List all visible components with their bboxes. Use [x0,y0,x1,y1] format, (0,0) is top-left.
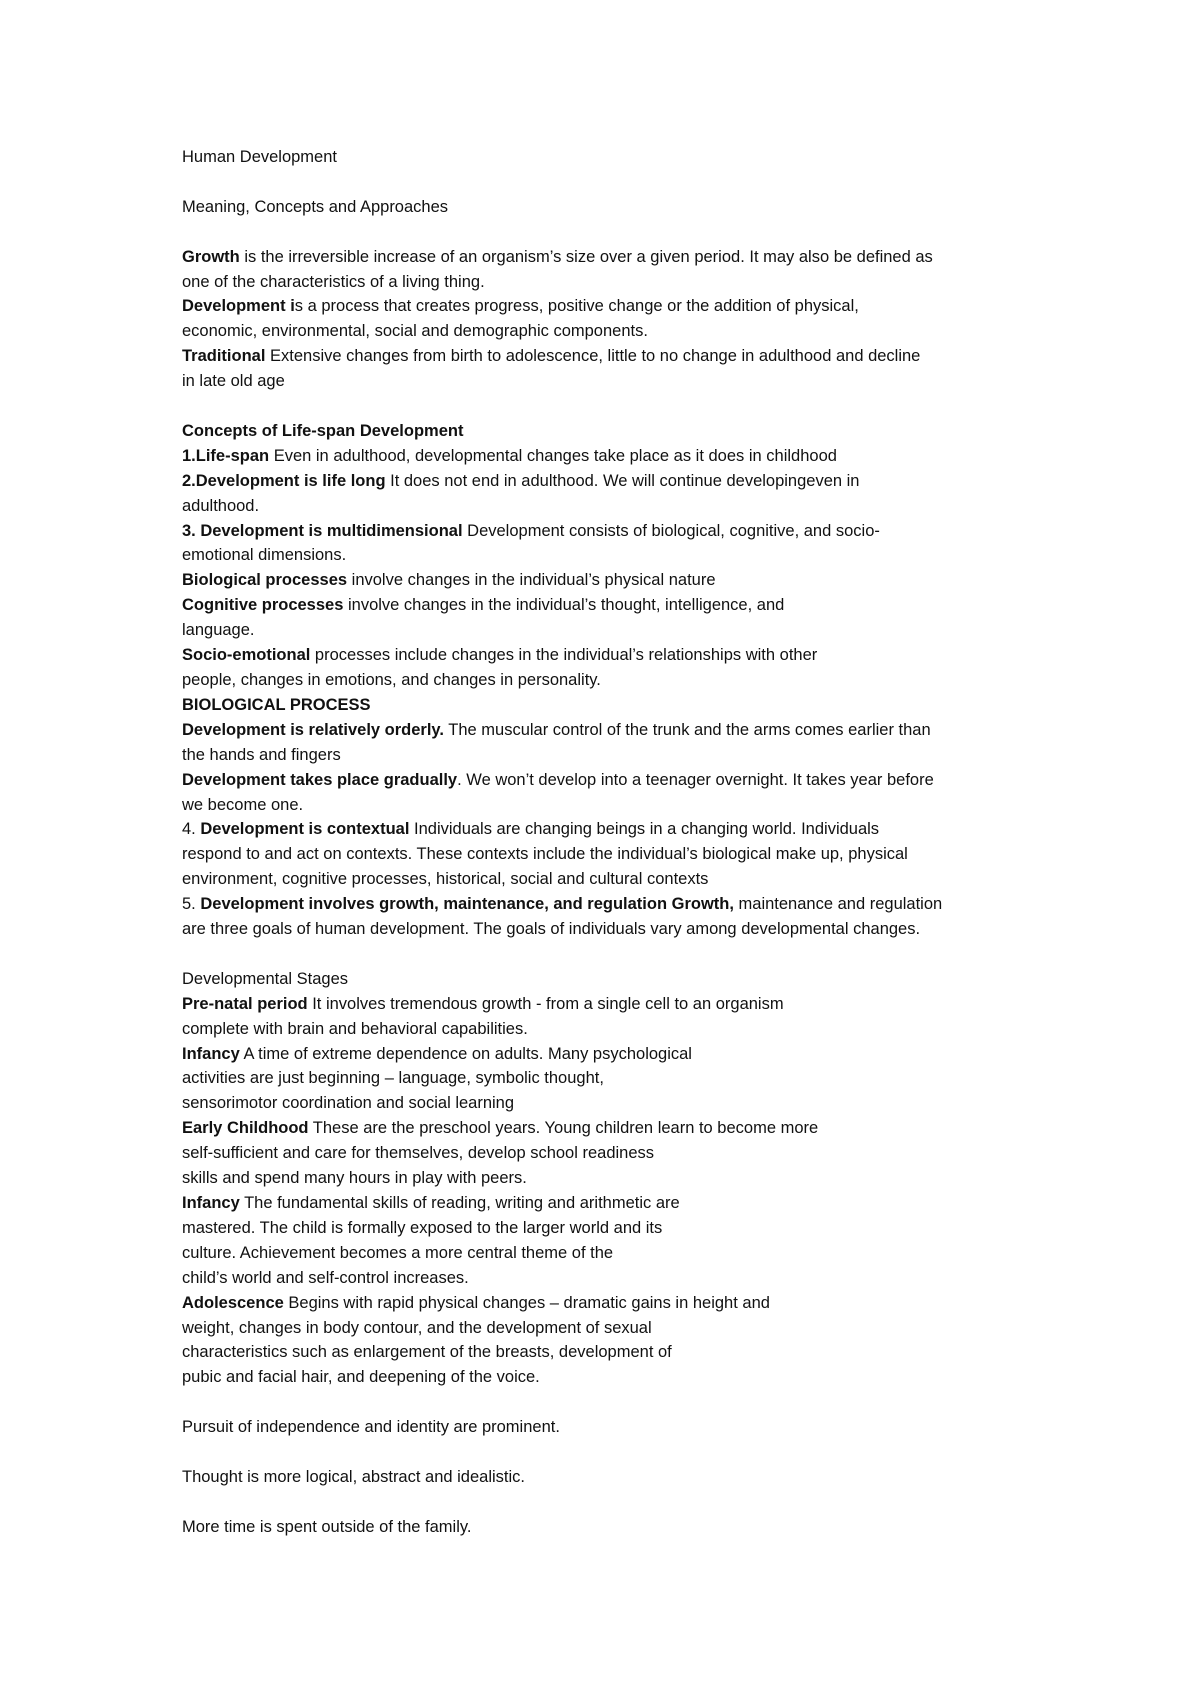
text-line [182,1017,1062,1042]
text-line [182,1141,1062,1166]
text-line [182,344,1062,369]
blank-line [182,1390,1062,1415]
text-line [182,892,1062,917]
text-run: These are the preschool years. Young children learn to become more [308,1119,819,1138]
blank-line [182,170,1062,195]
text-line [182,568,1062,593]
text-line [182,369,1062,394]
text-run: Meaning, Concepts and Approaches [182,197,449,216]
bold-text-run: Growth [182,247,240,266]
text-run: in late old age [182,372,285,391]
text-line [182,793,1062,818]
text-run: involve changes in the individual’s thought, intelligence, and [343,596,785,615]
text-run: environment, cognitive processes, historical, social and cultural contexts [182,870,709,889]
document-body [182,145,1062,1540]
text-line [182,469,1062,494]
text-run: people, changes in emotions, and changes in personality. [182,670,601,689]
text-line [182,1166,1062,1191]
text-run: 5. [182,895,201,914]
text-line [182,1091,1062,1116]
text-line [182,1066,1062,1091]
text-run: the hands and fingers [182,745,341,764]
text-line [182,1116,1062,1141]
text-run: characteristics such as enlargement of the breasts, development of [182,1343,672,1362]
text-run: is the irreversible increase of an organism’s size over a given period. It may also be defined as [239,247,933,266]
text-line [182,195,1062,220]
bold-text-run: 2.Development is life long [182,471,386,490]
bold-text-run: 3. Development is multidimensional [182,521,463,540]
bold-text-run: Biological processes [182,571,348,590]
blank-line [182,1490,1062,1515]
text-line [182,519,1062,544]
text-run: s a process that creates progress, positive change or the addition of physical, [294,297,859,316]
text-line [182,1042,1062,1067]
text-line [182,319,1062,344]
text-run: . We won’t develop into a teenager overnight. It takes year before [457,770,934,789]
text-run: are three goals of human development. The goals of individuals vary among developmental changes. [182,920,921,939]
text-run: pubic and facial hair, and deepening of the voice. [182,1368,540,1387]
text-line [182,145,1062,170]
text-line [182,543,1062,568]
text-run: child’s world and self-control increases. [182,1268,469,1287]
text-line [182,917,1062,942]
text-run: Pursuit of independence and identity are prominent. [182,1418,560,1437]
text-line [182,1291,1062,1316]
text-run: Even in adulthood, developmental changes take place as it does in childhood [269,446,837,465]
bold-text-run: Socio-emotional [182,646,311,665]
text-line [182,1191,1062,1216]
text-run: emotional dimensions. [182,546,347,565]
text-line [182,643,1062,668]
text-line [182,1241,1062,1266]
text-run: economic, environmental, social and demographic components. [182,322,648,341]
text-run: maintenance and regulation [733,895,943,914]
bold-text-run: Infancy [182,1044,240,1063]
text-run: skills and spend many hours in play with peers. [182,1169,527,1188]
text-run: respond to and act on contexts. These contexts include the individual’s biological make up, physical [182,845,908,864]
blank-line [182,942,1062,967]
text-run: mastered. The child is formally exposed to the larger world and its [182,1218,663,1237]
text-line [182,693,1062,718]
text-line [182,1266,1062,1291]
text-line [182,444,1062,469]
text-line [182,842,1062,867]
text-run: processes include changes in the individual’s relationships with other [310,646,818,665]
text-run: 4. [182,820,201,839]
text-line [182,1365,1062,1390]
text-run: The muscular control of the trunk and the arms comes earlier than [443,720,931,739]
text-line [182,593,1062,618]
text-run: A time of extreme dependence on adults. Many psychological [239,1044,692,1063]
text-run: It does not end in adulthood. We will continue developingeven in [385,471,860,490]
bold-text-run: Infancy [182,1194,240,1212]
text-line [182,294,1062,319]
blank-line [182,1440,1062,1465]
text-run: More time is spent outside of the family. [182,1517,472,1536]
text-line [182,743,1062,768]
bold-text-run: BIOLOGICAL PROCESS [182,695,371,714]
text-run: culture. Achievement becomes a more central theme of the [182,1243,614,1262]
text-run: self-sufficient and care for themselves, develop school readiness [182,1144,655,1163]
text-run: The fundamental skills of reading, writing and arithmetic are [239,1194,680,1212]
bold-text-run: 1.Life-span [182,446,270,465]
text-line [182,1515,1062,1540]
text-run: Developmental Stages [182,969,349,988]
text-run: Development consists of biological, cognitive, and socio- [462,521,880,540]
text-line [182,618,1062,643]
bold-text-run: Adolescence [182,1293,284,1312]
text-line [182,967,1062,992]
text-line [182,1415,1062,1440]
text-run: It involves tremendous growth - from a single cell to an organism [307,994,784,1013]
text-run: adulthood. [182,496,260,515]
bold-text-run: Development is contextual [200,820,410,839]
text-run: weight, changes in body contour, and the development of sexual [182,1318,652,1337]
text-line [182,817,1062,842]
bold-text-run: Pre-natal period [182,994,308,1013]
bold-text-run: Development i [182,297,295,316]
bold-text-run: Concepts of Life-span Development [182,421,464,440]
text-line [182,668,1062,693]
bold-text-run: Development is relatively orderly. [182,720,444,739]
text-line [182,768,1062,793]
text-run: Begins with rapid physical changes – dramatic gains in height and [283,1293,770,1312]
blank-line [182,394,1062,419]
blank-line [182,220,1062,245]
text-run: one of the characteristics of a living thing. [182,272,485,291]
bold-text-run: Development takes place gradually [182,770,458,789]
text-run: complete with brain and behavioral capabilities. [182,1019,528,1038]
text-run: sensorimotor coordination and social learning [182,1094,515,1113]
text-run: Human Development [182,148,337,166]
text-line [182,245,1062,270]
text-run: Extensive changes from birth to adolescence, little to no change in adulthood and decline [265,347,921,366]
text-line [182,1465,1062,1490]
text-line [182,270,1062,295]
text-run: Individuals are changing beings in a changing world. Individuals [409,820,880,839]
text-line [182,419,1062,444]
text-line [182,1216,1062,1241]
text-line [182,718,1062,743]
bold-text-run: Early Childhood [182,1119,309,1138]
text-line [182,867,1062,892]
text-line [182,1340,1062,1365]
text-line [182,494,1062,519]
text-run: involve changes in the individual’s physical nature [347,571,716,590]
bold-text-run: Cognitive processes [182,596,344,615]
text-run: Thought is more logical, abstract and idealistic. [182,1467,526,1486]
text-line [182,992,1062,1017]
bold-text-run: Traditional [182,347,266,366]
text-run: we become one. [182,795,304,814]
bold-text-run: Development involves growth, maintenance, and regulation Growth, [200,895,734,914]
text-run: language. [182,621,255,640]
text-line [182,1316,1062,1341]
text-run: activities are just beginning – language, symbolic thought, [182,1069,604,1088]
